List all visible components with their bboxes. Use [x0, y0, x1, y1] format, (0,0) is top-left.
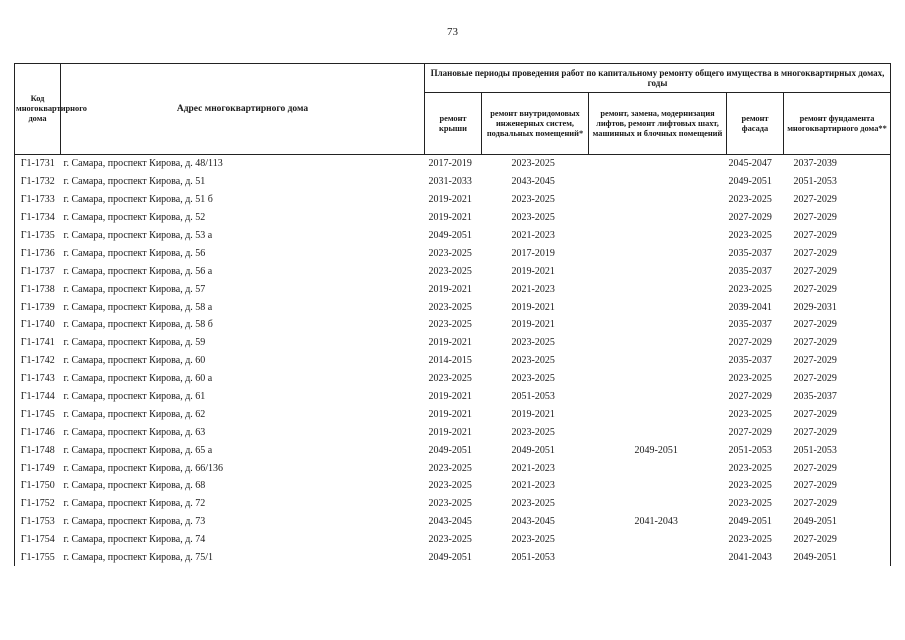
cell-facade: 2035-2037: [728, 319, 772, 331]
cell-foundation: 2027-2029: [784, 316, 891, 334]
table-row: [15, 316, 891, 334]
table-row: [15, 334, 891, 352]
cell-facade: 2035-2037: [728, 247, 772, 259]
cell-lifts: [589, 244, 727, 262]
cell-systems: 2019-2021: [511, 408, 555, 420]
cell-systems: 2023-2025: [511, 355, 555, 367]
cell-foundation: 2029-2031: [784, 298, 891, 316]
cell-foundation: 2027-2029: [784, 495, 891, 513]
cell-facade: 2023-2025: [728, 480, 772, 492]
cell-roof: 2049-2051: [428, 552, 472, 564]
table-row: [15, 477, 891, 495]
cell-code: Г1-1752: [15, 495, 61, 513]
cell-lifts: [589, 388, 727, 406]
cell-facade: 2023-2025: [728, 498, 772, 510]
cell-lifts: [589, 459, 727, 477]
cell-address: г. Самара, проспект Кирова, д. 73: [63, 516, 206, 528]
cell-facade: 2049-2051: [728, 516, 772, 528]
cell-systems: 2021-2023: [511, 462, 555, 474]
cell-roof: 2023-2025: [428, 534, 472, 546]
cell-lifts: [589, 370, 727, 388]
cell-address: г. Самара, проспект Кирова, д. 51: [63, 176, 206, 188]
cell-roof: 2019-2021: [428, 426, 472, 438]
cell-foundation: 2051-2053: [784, 173, 891, 191]
cell-lifts: [589, 280, 727, 298]
cell-foundation: 2027-2029: [784, 280, 891, 298]
cell-address: г. Самара, проспект Кирова, д. 75/1: [63, 552, 214, 564]
cell-roof: 2019-2021: [428, 283, 472, 295]
cell-code: Г1-1749: [15, 459, 61, 477]
cell-code: Г1-1738: [15, 280, 61, 298]
cell-code: Г1-1741: [15, 334, 61, 352]
cell-foundation: 2027-2029: [784, 352, 891, 370]
cell-roof: 2019-2021: [428, 391, 472, 403]
cell-foundation: 2037-2039: [784, 155, 891, 173]
cell-systems: 2023-2025: [511, 158, 555, 170]
table-header: [15, 64, 891, 155]
cell-foundation: 2027-2029: [784, 209, 891, 227]
cell-lifts: [589, 477, 727, 495]
cell-code: Г1-1744: [15, 388, 61, 406]
header-roof: ремонт крыши: [425, 93, 482, 155]
cell-systems: 2023-2025: [511, 337, 555, 349]
cell-address: г. Самара, проспект Кирова, д. 74: [63, 534, 206, 546]
cell-facade: 2039-2041: [728, 301, 772, 313]
table-row: [15, 352, 891, 370]
cell-lifts: [589, 155, 727, 173]
cell-roof: 2023-2025: [428, 265, 472, 277]
header-lifts: ремонт, замена, модернизация лифтов, ремонт лифтовых шахт, машинных и блочных помещений: [589, 93, 727, 155]
cell-address: г. Самара, проспект Кирова, д. 68: [63, 480, 206, 492]
cell-lifts: [589, 334, 727, 352]
cell-code: Г1-1737: [15, 262, 61, 280]
cell-facade: 2023-2025: [728, 373, 772, 385]
cell-systems: 2051-2053: [511, 391, 555, 403]
cell-code: Г1-1735: [15, 227, 61, 245]
cell-roof: 2014-2015: [428, 355, 472, 367]
cell-lifts: 2041-2043: [634, 516, 678, 528]
cell-facade: 2027-2029: [728, 337, 772, 349]
cell-facade: 2027-2029: [728, 426, 772, 438]
cell-address: г. Самара, проспект Кирова, д. 60: [63, 355, 206, 367]
cell-systems: 2023-2025: [511, 194, 555, 206]
cell-systems: 2023-2025: [511, 426, 555, 438]
cell-foundation: 2027-2029: [784, 531, 891, 549]
cell-foundation: 2027-2029: [784, 459, 891, 477]
cell-code: Г1-1743: [15, 370, 61, 388]
table-row: [15, 495, 891, 513]
cell-systems: 2023-2025: [511, 373, 555, 385]
cell-facade: 2049-2051: [728, 176, 772, 188]
capital-repair-schedule-table: [14, 63, 891, 566]
cell-roof: 2049-2051: [428, 444, 472, 456]
cell-code: Г1-1755: [15, 549, 61, 567]
cell-systems: 2023-2025: [511, 534, 555, 546]
cell-roof: 2023-2025: [428, 498, 472, 510]
cell-systems: 2023-2025: [511, 212, 555, 224]
cell-address: г. Самара, проспект Кирова, д. 66/136: [63, 462, 224, 474]
cell-address: г. Самара, проспект Кирова, д. 53 а: [63, 230, 213, 241]
cell-foundation: 2027-2029: [784, 262, 891, 280]
table-row: [15, 262, 891, 280]
cell-systems: 2021-2023: [511, 230, 555, 241]
cell-facade: 2027-2029: [728, 391, 772, 403]
cell-facade: 2023-2025: [728, 408, 772, 420]
cell-code: Г1-1753: [15, 513, 61, 531]
cell-foundation: 2027-2029: [784, 334, 891, 352]
cell-foundation: 2027-2029: [784, 244, 891, 262]
cell-code: Г1-1740: [15, 316, 61, 334]
cell-code: Г1-1731: [15, 155, 61, 173]
cell-lifts: [589, 405, 727, 423]
header-code: Код многоквартирного дома: [15, 64, 61, 155]
cell-lifts: [589, 423, 727, 441]
cell-facade: 2023-2025: [728, 534, 772, 546]
cell-address: г. Самара, проспект Кирова, д. 60 а: [63, 373, 213, 385]
table-row: [15, 244, 891, 262]
cell-code: Г1-1742: [15, 352, 61, 370]
cell-address: г. Самара, проспект Кирова, д. 48/113: [63, 158, 223, 170]
table-row: [15, 388, 891, 406]
table-row: [15, 298, 891, 316]
cell-facade: 2041-2043: [728, 552, 772, 564]
cell-code: Г1-1748: [15, 441, 61, 459]
header-address: Адрес многоквартирного дома: [61, 64, 425, 155]
page-number: 73: [447, 26, 458, 38]
cell-facade: 2045-2047: [728, 158, 772, 170]
cell-lifts: [589, 549, 727, 567]
cell-roof: 2023-2025: [428, 480, 472, 492]
cell-roof: 2019-2021: [428, 337, 472, 349]
cell-roof: 2023-2025: [428, 247, 472, 259]
table-row: [15, 173, 891, 191]
table-row: [15, 370, 891, 388]
cell-facade: 2051-2053: [728, 444, 772, 456]
cell-foundation: 2027-2029: [784, 405, 891, 423]
cell-code: Г1-1733: [15, 191, 61, 209]
cell-roof: 2043-2045: [428, 516, 472, 528]
table-row: [15, 155, 891, 173]
table-row: [15, 405, 891, 423]
cell-address: г. Самара, проспект Кирова, д. 59: [63, 337, 206, 349]
cell-facade: 2023-2025: [728, 230, 772, 241]
cell-address: г. Самара, проспект Кирова, д. 62: [63, 408, 206, 420]
cell-foundation: 2027-2029: [784, 227, 891, 245]
cell-systems: 2021-2023: [511, 480, 555, 492]
cell-roof: 2031-2033: [428, 176, 472, 188]
cell-lifts: [589, 191, 727, 209]
cell-facade: 2035-2037: [728, 355, 772, 367]
cell-code: Г1-1739: [15, 298, 61, 316]
header-foundation: ремонт фундамента многоквартирного дома**: [784, 93, 891, 155]
cell-lifts: [589, 352, 727, 370]
cell-roof: 2019-2021: [428, 212, 472, 224]
cell-systems: 2043-2045: [511, 516, 555, 528]
cell-roof: 2019-2021: [428, 408, 472, 420]
cell-address: г. Самара, проспект Кирова, д. 63: [63, 426, 206, 438]
cell-lifts: [589, 227, 727, 245]
cell-foundation: 2027-2029: [784, 191, 891, 209]
cell-address: г. Самара, проспект Кирова, д. 58 б: [63, 319, 213, 331]
cell-systems: 2023-2025: [511, 498, 555, 510]
cell-foundation: 2027-2029: [784, 370, 891, 388]
table-row: [15, 280, 891, 298]
cell-foundation: 2027-2029: [784, 477, 891, 495]
table-row: [15, 209, 891, 227]
cell-facade: 2027-2029: [728, 212, 772, 224]
cell-systems: 2019-2021: [511, 319, 555, 331]
cell-address: г. Самара, проспект Кирова, д. 52: [63, 212, 206, 224]
table-row: [15, 513, 891, 531]
cell-code: Г1-1736: [15, 244, 61, 262]
cell-foundation: 2027-2029: [784, 423, 891, 441]
cell-address: г. Самара, проспект Кирова, д. 57: [63, 283, 206, 295]
cell-facade: 2023-2025: [728, 462, 772, 474]
cell-code: Г1-1732: [15, 173, 61, 191]
cell-lifts: [589, 495, 727, 513]
cell-roof: 2023-2025: [428, 373, 472, 385]
header-systems: ремонт внутридомовых инженерных систем, подвальных помещений*: [482, 93, 589, 155]
cell-address: г. Самара, проспект Кирова, д. 56: [63, 247, 206, 259]
cell-foundation: 2049-2051: [784, 513, 891, 531]
cell-lifts: [589, 209, 727, 227]
cell-roof: 2023-2025: [428, 301, 472, 313]
header-periods-group: Плановые периоды проведения работ по капитальному ремонту общего имущества в многоквартирных домах, годы: [425, 64, 891, 93]
table-row: [15, 531, 891, 549]
cell-systems: 2019-2021: [511, 301, 555, 313]
cell-roof: 2023-2025: [428, 462, 472, 474]
cell-facade: 2035-2037: [728, 265, 772, 277]
cell-facade: 2023-2025: [728, 194, 772, 206]
table-row: [15, 459, 891, 477]
cell-systems: 2051-2053: [511, 552, 555, 564]
cell-roof: 2023-2025: [428, 319, 472, 331]
cell-facade: 2023-2025: [728, 283, 772, 295]
cell-lifts: [589, 316, 727, 334]
table-row: [15, 227, 891, 245]
cell-lifts: [589, 173, 727, 191]
cell-address: г. Самара, проспект Кирова, д. 65 а: [63, 444, 213, 456]
cell-roof: 2049-2051: [428, 230, 472, 241]
cell-systems: 2017-2019: [511, 247, 555, 259]
cell-systems: 2049-2051: [511, 444, 555, 456]
cell-systems: 2019-2021: [511, 265, 555, 277]
cell-code: Г1-1750: [15, 477, 61, 495]
table-row: [15, 549, 891, 567]
cell-foundation: 2035-2037: [784, 388, 891, 406]
cell-lifts: 2049-2051: [634, 444, 678, 456]
cell-foundation: 2049-2051: [784, 549, 891, 567]
cell-address: г. Самара, проспект Кирова, д. 58 а: [63, 301, 213, 313]
header-facade: ремонт фасада: [727, 93, 784, 155]
table-row: [15, 191, 891, 209]
cell-foundation: 2051-2053: [784, 441, 891, 459]
table-row: [15, 423, 891, 441]
cell-address: г. Самара, проспект Кирова, д. 51 б: [63, 194, 213, 206]
table-body: [15, 155, 891, 567]
cell-code: Г1-1754: [15, 531, 61, 549]
cell-lifts: [589, 531, 727, 549]
cell-systems: 2021-2023: [511, 283, 555, 295]
cell-roof: 2019-2021: [428, 194, 472, 206]
cell-roof: 2017-2019: [428, 158, 472, 170]
table-row: [15, 441, 891, 459]
cell-address: г. Самара, проспект Кирова, д. 72: [63, 498, 206, 510]
cell-code: Г1-1745: [15, 405, 61, 423]
cell-address: г. Самара, проспект Кирова, д. 61: [63, 391, 206, 403]
cell-lifts: [589, 298, 727, 316]
cell-systems: 2043-2045: [511, 176, 555, 188]
cell-code: Г1-1734: [15, 209, 61, 227]
cell-address: г. Самара, проспект Кирова, д. 56 а: [63, 265, 213, 277]
cell-lifts: [589, 262, 727, 280]
cell-code: Г1-1746: [15, 423, 61, 441]
